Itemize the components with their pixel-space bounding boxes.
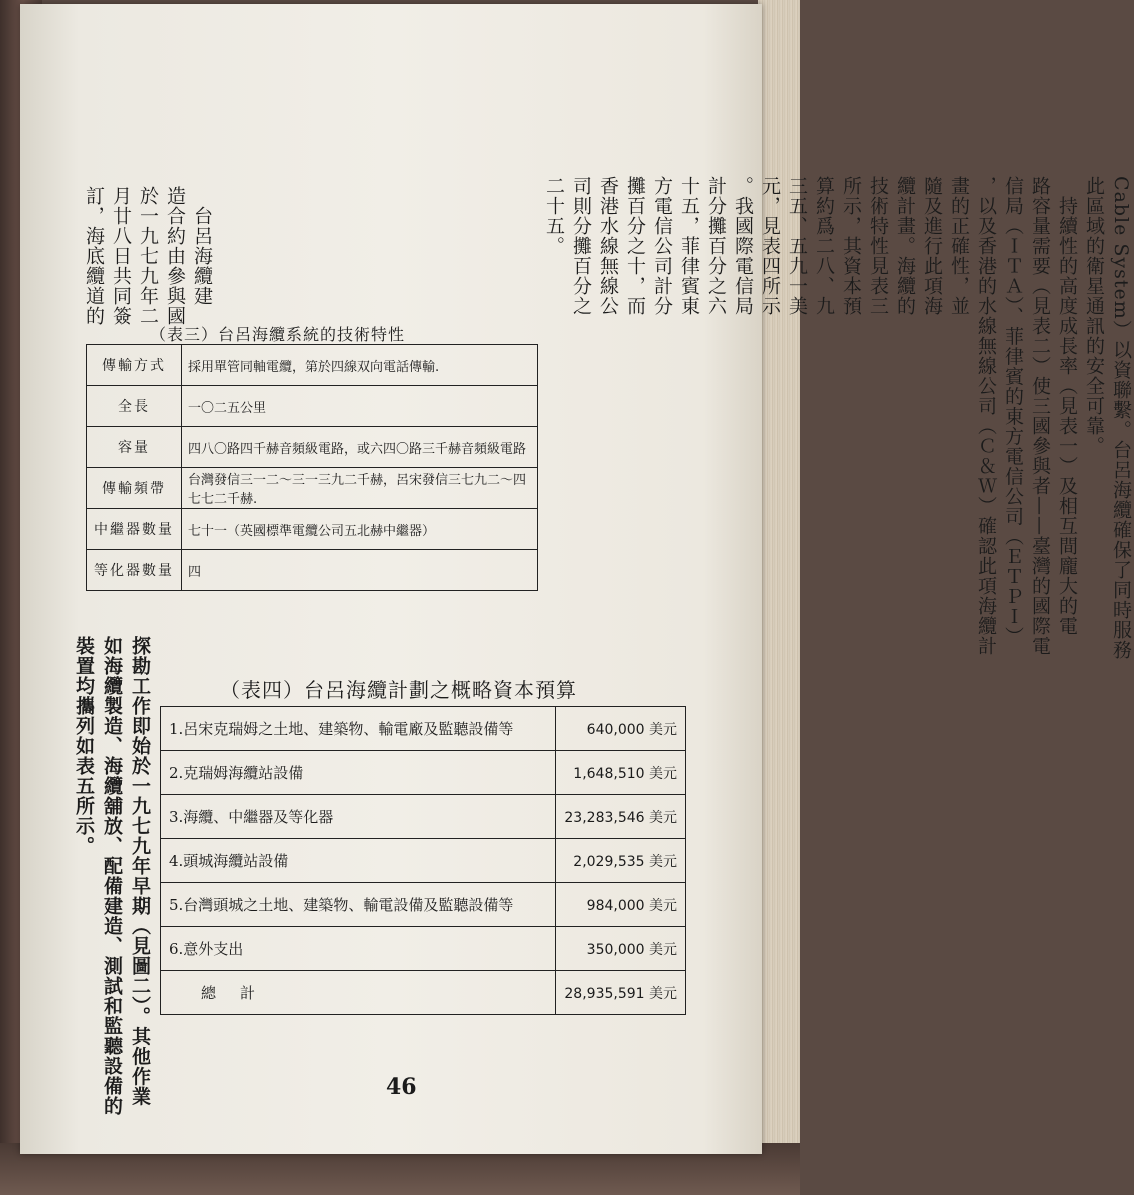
table-cell-item: 2.克瑞姆海纜站設備 (161, 751, 556, 795)
text-line: 香港水線無線公 (597, 176, 619, 316)
text-line: 路容量需要（見表二）使三國參與者——臺灣的國際電 (1029, 176, 1051, 656)
table-cell-amount: 28,935,591 美元 (556, 971, 686, 1015)
text-line: 纜計畫。海纜的 (894, 176, 916, 316)
text-line: 畫的正確性，並 (948, 176, 970, 316)
text-line: 司則分攤百分之 (570, 176, 592, 316)
table-cell-amount: 984,000 美元 (556, 883, 686, 927)
side-text-column (80, 186, 215, 336)
table-cell-amount: 1,648,510 美元 (556, 751, 686, 795)
table-cell-label: 傳輸方式 (87, 345, 182, 386)
text-line: 於一九七九年二 (137, 186, 159, 326)
table4-title: （表四）台呂海纜計劃之概略資本預算 (220, 678, 577, 702)
table-row (161, 707, 686, 751)
text-line: 計分攤百分之六 (705, 176, 727, 316)
text-line: 訂，海底纜道的 (83, 186, 105, 326)
table-cell-item: 3.海纜、中繼器及等化器 (161, 795, 556, 839)
table-cell-value: 四 (182, 550, 538, 591)
text-line: 裝置均攜列如表五所示。 (73, 636, 95, 856)
table-row-total (161, 971, 686, 1015)
text-line: 台呂海纜建 (191, 186, 213, 306)
table-row (161, 883, 686, 927)
table-cell-value: 四八〇路四千赫音頻級電路，或六四〇路三千赫音頻級電路 (182, 427, 538, 468)
table3-title: （表三）台呂海纜系統的技術特性 (150, 325, 406, 344)
table-cell-label: 全長 (87, 386, 182, 427)
text-line: 算約爲二八、九 (813, 176, 835, 316)
table-cell-item: 總計 (161, 971, 556, 1015)
table-row (87, 468, 538, 509)
table-row (161, 839, 686, 883)
table-row (87, 386, 538, 427)
table-cell-item: 1.呂宋克瑞姆之土地、建築物、輸電廠及監聽設備等 (161, 707, 556, 751)
table-cell-item: 5.台灣頭城之土地、建築物、輸電設備及監聽設備等 (161, 883, 556, 927)
table-cell-amount: 23,283,546 美元 (556, 795, 686, 839)
text-line: 持續性的高度成長率（見表一）及相互間龐大的電 (1056, 176, 1078, 636)
text-line: 此區域的衛星通訊的安全可靠。 (1083, 176, 1105, 456)
text-line: 技術特性見表三 (867, 176, 889, 316)
text-line: 三五、五九一美 (786, 176, 808, 316)
table-row (161, 795, 686, 839)
text-line: 造合約由參與國 (164, 186, 186, 326)
text-line: 所示，其資本預 (840, 176, 862, 316)
table-row (87, 345, 538, 386)
table-cell-label: 中繼器數量 (87, 509, 182, 550)
text-line: 十五，菲律賓東 (678, 176, 700, 316)
text-line: 如海纜製造、海纜舖放、配備建造、測試和監聽設備的 (101, 636, 123, 1116)
text-line: 。我國際電信局 (732, 176, 754, 316)
text-line: 攤百分之十，而 (624, 176, 646, 316)
table-cell-amount: 350,000 美元 (556, 927, 686, 971)
table-cell-label: 等化器數量 (87, 550, 182, 591)
table-row (87, 427, 538, 468)
table-row (161, 751, 686, 795)
table-row (87, 509, 538, 550)
text-line: 元，見表四所示 (759, 176, 781, 316)
text-line: 信局（ＩＴＡ）、菲律賓的東方電信公司（ＥＴＰＩ） (1002, 176, 1024, 647)
text-line: Cable System）以資聯繫。台呂海纜確保了同時服務 (1110, 176, 1132, 660)
table3-technical-specs (86, 344, 538, 591)
text-line: 隨及進行此項海 (921, 176, 943, 316)
book-page (20, 4, 1132, 1154)
text-line: 二十五。 (543, 176, 565, 256)
table-cell-item: 4.頭城海纜站設備 (161, 839, 556, 883)
table-cell-value: 七十一（英國標準電纜公司五北赫中繼器） (182, 509, 538, 550)
bottom-text-column (70, 636, 154, 1116)
top-text-column (540, 176, 1134, 660)
table-cell-value: 採用單管同軸電纜，第於四線双向電話傳輸. (182, 345, 538, 386)
text-line: ，以及香港的水線無線公司（Ｃ＆Ｗ）確認此項海纜計 (975, 176, 997, 656)
text-line: 方電信公司計分 (651, 176, 673, 316)
table-cell-item: 6.意外支出 (161, 927, 556, 971)
text-line: 月廿八日共同簽 (110, 186, 132, 326)
table-cell-label: 傳輸頻帶 (87, 468, 182, 509)
table-cell-value: 台灣發信三一二～三一三九二千赫，呂宋發信三七九二～四七七二千赫. (182, 468, 538, 509)
table-cell-amount: 640,000 美元 (556, 707, 686, 751)
text-line: 探勘工作即始於一九七九年早期（見圖二）。其他作業 (129, 636, 151, 1107)
table-cell-amount: 2,029,535 美元 (556, 839, 686, 883)
table4-capital-budget (160, 706, 686, 1015)
table-cell-value: 一〇二五公里 (182, 386, 538, 427)
table-row (161, 927, 686, 971)
page-number: 46 (386, 1074, 417, 1100)
table-cell-label: 容量 (87, 427, 182, 468)
table-row (87, 550, 538, 591)
